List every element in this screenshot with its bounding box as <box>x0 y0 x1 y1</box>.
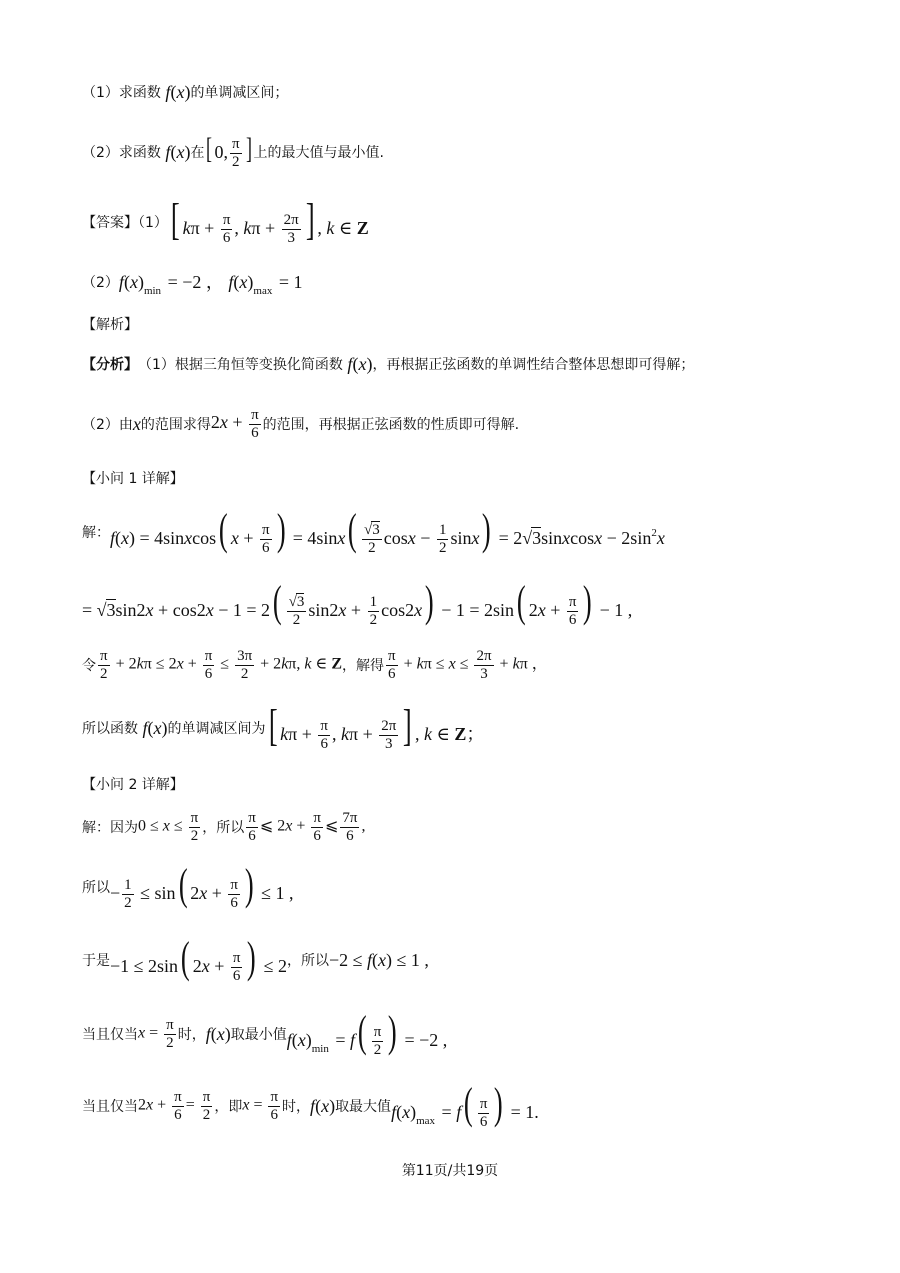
math-fx: f(x) <box>205 1023 231 1044</box>
math-range-x: 0 ≤ x ≤ $\frac{\pi}{2}$ <box>138 810 199 844</box>
jie: 解： <box>82 525 110 541</box>
jiede: ，解得 <box>342 658 384 674</box>
math-fx-range: −2 ≤ f(x) ≤ 1 , <box>328 949 429 970</box>
suoyi: ，所以 <box>202 820 245 836</box>
q2-mid: 在 <box>190 145 205 161</box>
math-fx: f(x) <box>310 1095 336 1116</box>
answer-tag: 【答案】（1） <box>82 215 168 231</box>
sub2-line-1 <box>82 806 365 848</box>
analysis-1 <box>82 350 694 378</box>
analysis-tag-text: 【解析】 <box>82 317 138 333</box>
dangqie-2: 当且仅当 <box>82 1099 138 1115</box>
math-x-pi6: x = $\frac{\pi}{6}$ <box>242 1089 279 1123</box>
jie-because: 解：因为 <box>82 820 138 836</box>
fenxi1-post: ，再根据正弦函数的单调性结合整体思想即可得解； <box>372 357 695 373</box>
ling: 令 <box>82 658 96 674</box>
page-footer: 第11页/共19页 <box>401 1163 499 1179</box>
fenxi2-pre: （2）由 <box>82 417 133 433</box>
math-max-value: $f(x)_{max} = f$( $\frac{\pi}{6}$ ) = 1. <box>391 1078 539 1130</box>
answer-2 <box>82 268 303 296</box>
sub1-title-text: 【小问 1 详解】 <box>82 471 184 487</box>
sub2-line-5 <box>82 1080 539 1132</box>
take-min: 取最小值 <box>230 1027 287 1043</box>
q1-tail: 的单调减区间； <box>190 85 289 101</box>
sub2-title <box>82 772 184 796</box>
math-fx: f(x) <box>165 81 191 102</box>
math-x: x <box>132 413 141 434</box>
question-2 <box>82 130 384 174</box>
fenxi1-pre: （1）根据三角恒等变换化简函数 <box>138 357 343 373</box>
math-inequality-2: $\frac{\pi}{6}$ + kπ ≤ x ≤ $\frac{2\pi}{3}$ + kπ ， <box>388 648 548 682</box>
ji: ，即 <box>214 1099 243 1115</box>
math-sin-range: − $\frac{1}{2}$ ≤ sin( 2x + $\frac{\pi}{6}$ ) ≤ 1 , <box>110 859 294 911</box>
derivation-3 <box>82 642 548 688</box>
math-fx: f(x) <box>347 353 373 374</box>
answer-1 <box>82 196 369 248</box>
math-x-pi2: x = $\frac{\pi}{2}$ <box>138 1017 174 1051</box>
analysis-2 <box>82 404 519 444</box>
sub2-title-text: 【小问 2 详解】 <box>82 777 184 793</box>
math-2sin-range: −1 ≤ 2sin( 2x + $\frac{\pi}{6}$ ) ≤ 2 <box>110 932 287 984</box>
fenxi-tag: 【分析】 <box>82 357 138 373</box>
math-min-value: $f(x)_{min} = f$( $\frac{\pi}{2}$ ) = −2 , <box>286 1006 448 1058</box>
math-derivation-2: = √3sin2x + cos2x − 1 = 2( $\frac{√3}{2}$ sin2x + $\frac{1}{2}$ cos2x) − 1 = 2sin( 2x + $\frac{\pi}{6}$ ) − 1 , <box>82 576 633 628</box>
math-answer-1b: [ kπ + $\frac{\pi}{6}$ , kπ + $\frac{2\pi}{3}$ ] , k ∈ Z； <box>268 700 485 752</box>
q1-label: （1）求函数 <box>82 85 161 101</box>
shi-comma: 时， <box>177 1027 206 1043</box>
sub2-line-3 <box>82 934 429 986</box>
math-range-2x: $\frac{\pi}{6}$ ⩽ 2x + $\frac{\pi}{6}$ ⩽ $\frac{7\pi}{6}$ , <box>248 810 366 844</box>
math-derivation-1: f(x) = 4sinxcos( x + $\frac{\pi}{6}$ ) = 4sinx( $\frac{√3}{2}$ cosx − $\frac{1}{2}$ sinx) = 2√3sinxcosx − $2\sin^2x$ <box>110 504 665 556</box>
sub2-line-2 <box>82 859 294 912</box>
fenxi2-mid: 的范围求得 <box>140 417 211 433</box>
answer2-label: （2） <box>82 275 119 291</box>
dec-interval: 的单调减区间为 <box>167 721 266 737</box>
derivation-2 <box>82 576 632 632</box>
shi-comma-2: 时， <box>282 1099 311 1115</box>
suoyi-2: ，所以 <box>286 953 329 969</box>
derivation-1 <box>82 506 665 558</box>
suoyi-start: 所以 <box>82 880 110 896</box>
sub1-title <box>82 466 184 490</box>
math-answer-1: [ kπ + $\frac{\pi}{6}$ , kπ + $\frac{2\pi}{3}$ ] , k ∈ Z <box>170 194 369 246</box>
yushi: 于是 <box>82 953 110 969</box>
math-answer-2: $f(x)_{min} = -2$ ， $f(x)_{max} = 1$ <box>118 271 303 297</box>
math-2x: 2x + $\frac{\pi}{6}$ <box>210 407 259 441</box>
sub2-line-4 <box>82 1008 447 1060</box>
q2-label: （2）求函数 <box>82 145 161 161</box>
suoyi-func: 所以函数 <box>82 721 138 737</box>
analysis-tag <box>82 312 138 336</box>
question-1 <box>82 78 288 106</box>
q2-tail: 上的最大值与最小值. <box>253 145 384 161</box>
math-2x-eq: 2x + $\frac{\pi}{6}$ = $\frac{\pi}{2}$ <box>138 1089 211 1123</box>
math-fx: f(x) <box>142 717 168 738</box>
take-max: 取最大值 <box>335 1099 392 1115</box>
math-inequality-1: $\frac{\pi}{2}$ + 2kπ ≤ 2x + $\frac{\pi}{6}$ ≤ $\frac{3\pi}{2}$ + 2kπ, k ∈ Z <box>100 648 342 682</box>
math-interval: [ 0, $\frac{\pi}{2}$ ] <box>206 131 252 170</box>
dangqie: 当且仅当 <box>82 1027 138 1043</box>
fenxi2-post: 的范围，再根据正弦函数的性质即可得解. <box>262 417 520 433</box>
derivation-4 <box>82 702 484 754</box>
math-fx: f(x) <box>165 141 191 162</box>
